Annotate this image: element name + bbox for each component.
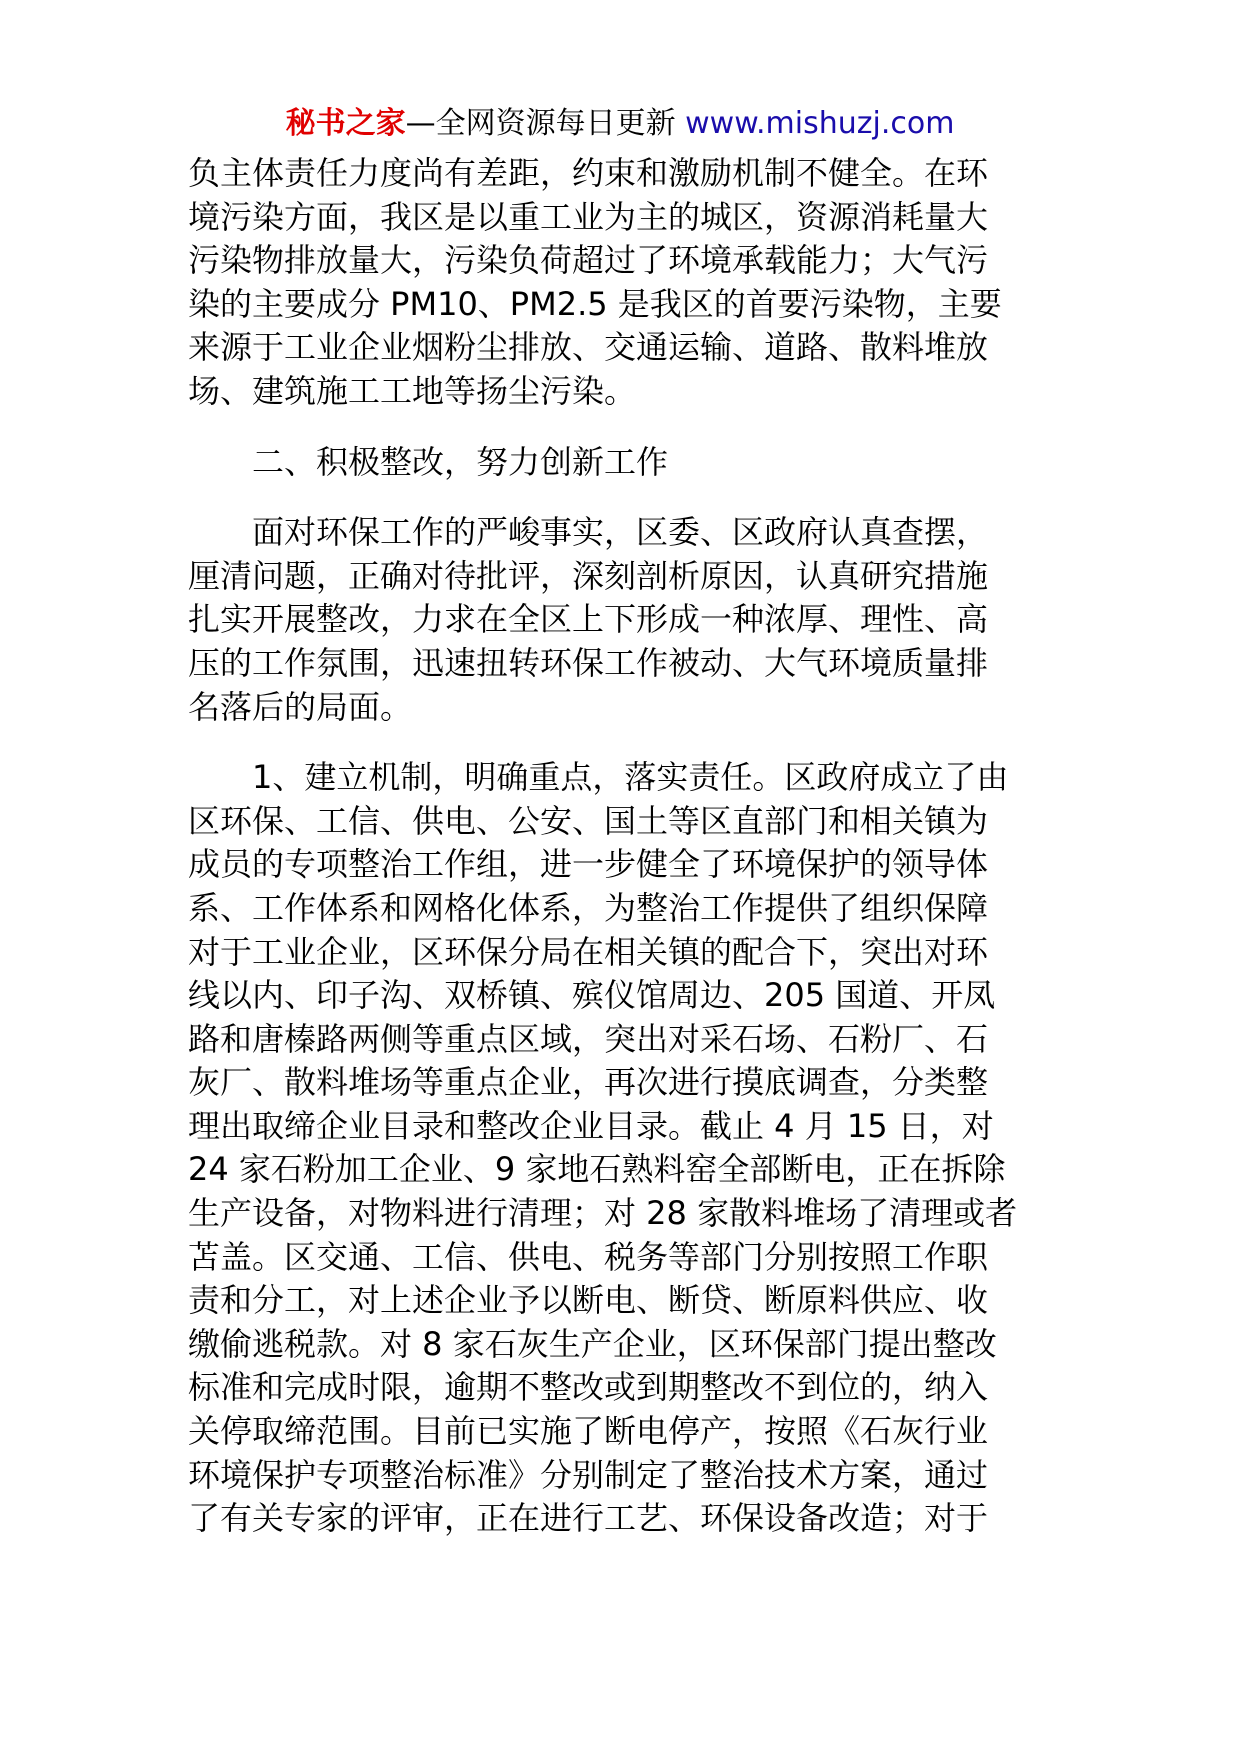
- text-line: 系、工作体系和网格化体系，为整治工作提供了组织保障: [188, 888, 989, 927]
- text-line: 污染物排放量大，污染负荷超过了环境承载能力；大气污: [188, 241, 989, 280]
- text-line: 缴偷逃税款。对 8 家石灰生产企业，区环保部门提出整改: [188, 1324, 997, 1363]
- text-line: 区环保、工信、供电、公安、国土等区直部门和相关镇为: [188, 801, 989, 840]
- text-line: 厘清问题，正确对待批评，深刻剖析原因，认真研究措施: [188, 556, 989, 595]
- text-line: 负主体责任力度尚有差距，约束和激励机制不健全。在环: [188, 154, 989, 192]
- text-line: 环境保护专项整治标准》分别制定了整治技术方案，通过: [188, 1455, 989, 1494]
- header-slogan: —全网资源每日更新: [405, 106, 676, 141]
- text-line: 苫盖。区交通、工信、供电、税务等部门分别按照工作职: [188, 1237, 989, 1276]
- text-line: 了有关专家的评审，正在进行工艺、环保设备改造；对于: [188, 1499, 989, 1538]
- text-line: 线以内、印子沟、双桥镇、殡仪馆周边、205 国道、开凤: [188, 976, 996, 1015]
- brand-name: 秘书之家: [285, 106, 406, 141]
- text-line: 成员的专项整治工作组，进一步健全了环境保护的领导体: [188, 845, 989, 884]
- text-line: 1、建立机制，明确重点，落实责任。区政府成立了由: [188, 758, 1009, 797]
- text-line: 关停取缔范围。目前已实施了断电停产，按照《石灰行业: [188, 1412, 989, 1451]
- text-line: 场、建筑施工工地等扬尘污染。: [188, 371, 637, 410]
- site-url-link[interactable]: www.mishuzj.com: [685, 106, 955, 141]
- text-line: 灰厂、散料堆场等重点企业，再次进行摸底调查，分类整: [188, 1063, 989, 1102]
- text-line: 染的主要成分 PM10、PM2.5 是我区的首要污染物，主要: [188, 284, 1002, 323]
- document-body: [188, 152, 1058, 1541]
- text-line: 24 家石粉加工企业、9 家地石熟料窑全部断电，正在拆除: [188, 1150, 1006, 1189]
- text-line: 扎实开展整改，力求在全区上下形成一种浓厚、理性、高: [188, 600, 989, 639]
- section-heading: [188, 441, 1058, 485]
- text-line: 境污染方面，我区是以重工业为主的城区，资源消耗量大: [188, 197, 989, 236]
- text-line: 路和唐榛路两侧等重点区域，突出对采石场、石粉厂、石: [188, 1019, 989, 1058]
- text-line: 理出取缔企业目录和整改企业目录。截止 4 月 15 日，对: [188, 1106, 994, 1145]
- site-header: [0, 104, 1240, 144]
- text-line: 压的工作氛围，迅速扭转环保工作被动、大气环境质量排: [188, 643, 989, 682]
- paragraph-environment-status: [188, 152, 1058, 414]
- paragraph-mechanism: [188, 756, 1058, 1541]
- paragraph-rectification-intro: [188, 511, 1058, 729]
- text-line: 来源于工业企业烟粉尘排放、交通运输、道路、散料堆放: [188, 328, 989, 367]
- text-line: 面对环保工作的严峻事实，区委、区政府认真查摆，: [188, 513, 989, 552]
- text-line: 对于工业企业，区环保分局在相关镇的配合下，突出对环: [188, 932, 989, 971]
- text-line: 生产设备，对物料进行清理；对 28 家散料堆场了清理或者: [188, 1194, 1018, 1233]
- section-heading-text: 二、积极整改，努力创新工作: [188, 442, 669, 481]
- text-line: 名落后的局面。: [188, 687, 413, 726]
- text-line: 标准和完成时限，逾期不整改或到期整改不到位的，纳入: [188, 1368, 989, 1407]
- text-line: 责和分工，对上述企业予以断电、断贷、断原料供应、收: [188, 1281, 989, 1320]
